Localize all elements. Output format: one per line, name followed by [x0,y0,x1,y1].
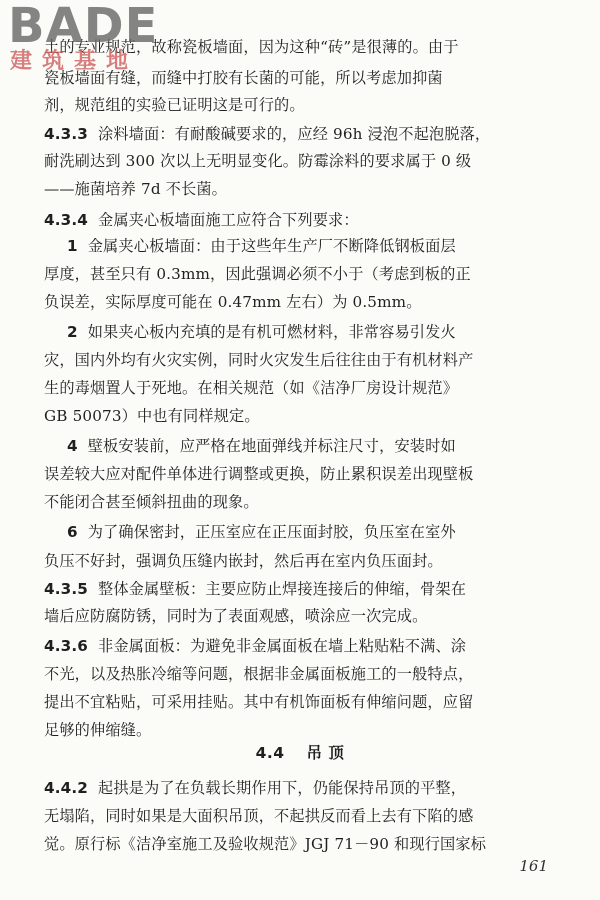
text-line: 剂，规范组的实验已证明这是可行的。 [44,96,305,114]
text-line: 墙后应防腐防锈，同时为了表面观感，喷涂应一次完成。 [44,607,428,625]
item-number: 4 [67,437,78,455]
item-number: 1 [67,237,78,255]
text-line: 生的毒烟置人于死地。在相关规范（如《洁净厂房设计规范》 [44,379,459,397]
text-line: 耐洗刷达到 300 次以上无明显变化。防霉涂料的要求属于 0 级 [44,152,472,170]
heading-number: 4.4 [255,744,285,762]
item-4: 4 壁板安装前，应严格在地面弹线并标注尺寸，安装时如 [67,437,456,455]
section-4-3-6: 4.3.6 非金属面板：为避免非金属面板在墙上粘贴粘不满、涂 [44,637,467,655]
text-line: ——施菌培养 7d 不长菌。 [44,180,228,198]
text-line: 提出不宜粘贴，可采用挂贴。其中有机饰面板有伸缩问题，应留 [44,693,474,711]
text-line: 土的专业规范，故称瓷板墙面，因为这种“砖”是很薄的。由于 [44,38,459,56]
text-line: GB 50073）中也有同样规定。 [44,407,260,425]
item-number: 2 [67,323,78,341]
section-number: 4.3.4 [44,211,88,229]
text-line: 误差较大应对配件单体进行调整或更换，防止累积误差出现壁板 [44,465,474,483]
text-line: 不光，以及热胀冷缩等问题，根据非金属面板施工的一般特点， [44,665,474,683]
section-number: 4.3.3 [44,125,88,143]
section-4-3-3: 4.3.3 涂料墙面：有耐酸碱要求的，应经 96h 浸泡不起泡脱落， [44,125,491,143]
section-4-4-2: 4.4.2 起拱是为了在负载长期作用下，仍能保持吊顶的平整， [44,779,467,797]
section-heading-4-4 [0,741,600,763]
text-line: 觉。原行标《洁净室施工及验收规范》JGJ 71－90 和现行国家标 [44,835,487,853]
watermark-subtitle: 建筑基地 [10,49,139,74]
section-number: 4.3.6 [44,637,88,655]
item-1: 1 金属夹心板墙面：由于这些年生产厂不断降低钢板面层 [67,237,456,255]
heading-title: 吊 顶 [306,744,345,762]
item-number: 6 [67,523,78,541]
section-number: 4.3.5 [44,580,88,598]
text-line: 负误差，实际厚度可能在 0.47mm 左右）为 0.5mm。 [44,293,422,311]
section-4-3-5: 4.3.5 整体金属壁板：主要应防止焊接连接后的伸缩，骨架在 [44,580,467,598]
item-2: 2 如果夹心板内充填的是有机可燃材料，非常容易引发火 [67,323,456,341]
text-line: 无塌陷，同时如果是大面积吊顶，不起拱反而看上去有下陷的感 [44,807,474,825]
watermark-brand: BADE [8,0,159,54]
text-line: 厚度，甚至只有 0.3mm，因此强调必须不小于（考虑到板的正 [44,265,471,283]
text-line: 瓷板墙面有缝，而缝中打胶有长菌的可能，所以考虑加抑菌 [44,69,443,87]
text-line: 灾，国内外均有火灾实例，同时火灾发生后往往由于有机材料产 [44,351,474,369]
section-number: 4.4.2 [44,779,88,797]
page-number: 161 [519,857,548,875]
item-6: 6 为了确保密封，正压室应在正压面封胶，负压室在室外 [67,523,456,541]
section-4-3-4: 4.3.4 金属夹心板墙面施工应符合下列要求： [44,211,359,229]
text-line: 不能闭合甚至倾斜扭曲的现象。 [44,493,259,511]
text-line: 负压不好封，强调负压缝内嵌封，然后再在室内负压面封。 [44,552,443,570]
text-line: 足够的伸缩缝。 [44,721,152,739]
